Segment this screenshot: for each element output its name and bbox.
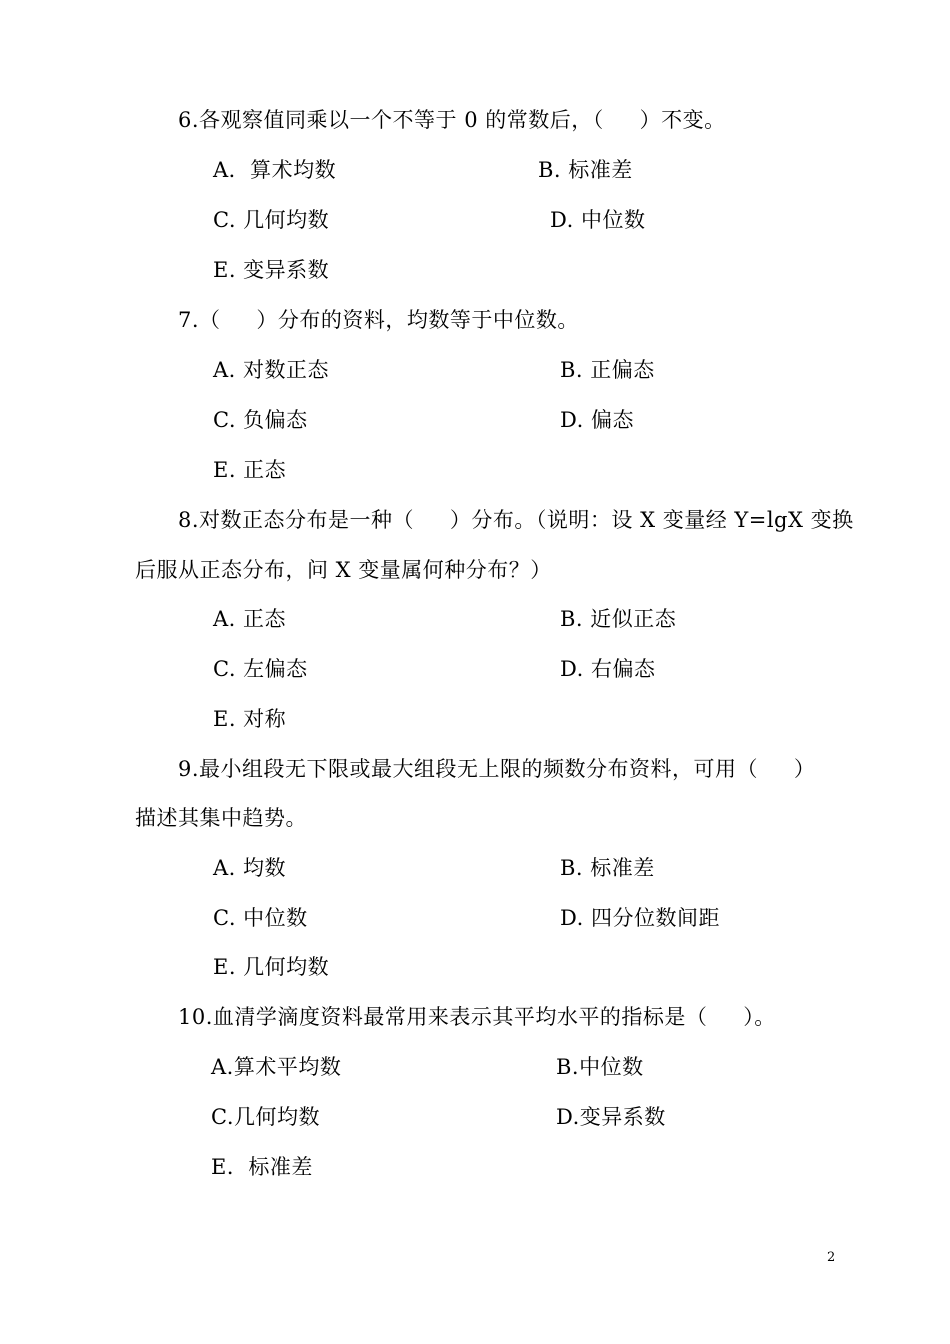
question-10-option-c: C.几何均数: [211, 1105, 320, 1129]
question-7-option-c: C. 负偏态: [213, 408, 308, 432]
question-8-option-b: B. 近似正态: [560, 607, 677, 631]
question-7-option-a: A. 对数正态: [213, 358, 330, 382]
question-7-stem: 7.（ ）分布的资料，均数等于中位数。: [178, 308, 579, 332]
question-8-option-a: A. 正态: [213, 607, 287, 631]
question-8-option-d: D. 右偏态: [560, 657, 656, 681]
question-9-option-a: A. 均数: [213, 856, 287, 880]
question-7-option-e: E. 正态: [213, 458, 287, 482]
question-6-option-e: E. 变异系数: [213, 258, 330, 282]
question-6-option-c: C. 几何均数: [213, 208, 330, 232]
question-8-option-c: C. 左偏态: [213, 657, 308, 681]
question-10-option-e: E．标准差: [211, 1155, 313, 1179]
question-6-option-a: A．算术均数: [213, 158, 337, 182]
question-9-stem-line-1: 9.最小组段无下限或最大组段无上限的频数分布资料，可用（ ）: [178, 757, 816, 781]
question-6-option-b: B. 标准差: [538, 158, 633, 182]
question-8-stem-line-2: 后服从正态分布，问 X 变量属何种分布？）: [135, 558, 552, 582]
question-9-option-e: E. 几何均数: [213, 955, 330, 979]
question-8-option-e: E. 对称: [213, 707, 287, 731]
question-6-stem: 6.各观察值同乘以一个不等于 0 的常数后，（ ）不变。: [178, 108, 726, 132]
question-9-stem-line-2: 描述其集中趋势。: [135, 806, 307, 830]
question-7-option-b: B. 正偏态: [560, 358, 655, 382]
question-10-option-d: D.变异系数: [556, 1105, 666, 1129]
question-9-option-d: D. 四分位数间距: [560, 906, 720, 930]
question-7-option-d: D. 偏态: [560, 408, 634, 432]
question-9-option-b: B. 标准差: [560, 856, 655, 880]
question-10-option-a: A.算术平均数: [211, 1055, 342, 1079]
page-number: 2: [827, 1250, 836, 1265]
question-10-option-b: B.中位数: [556, 1055, 644, 1079]
question-10-stem: 10.血清学滴度资料最常用来表示其平均水平的指标是（ ）。: [178, 1005, 776, 1029]
question-6-option-d: D. 中位数: [550, 208, 646, 232]
question-8-stem-line-1: 8.对数正态分布是一种（ ）分布。（说明：设 X 变量经 Y=lgX 变换: [178, 508, 854, 532]
question-9-option-c: C. 中位数: [213, 906, 308, 930]
